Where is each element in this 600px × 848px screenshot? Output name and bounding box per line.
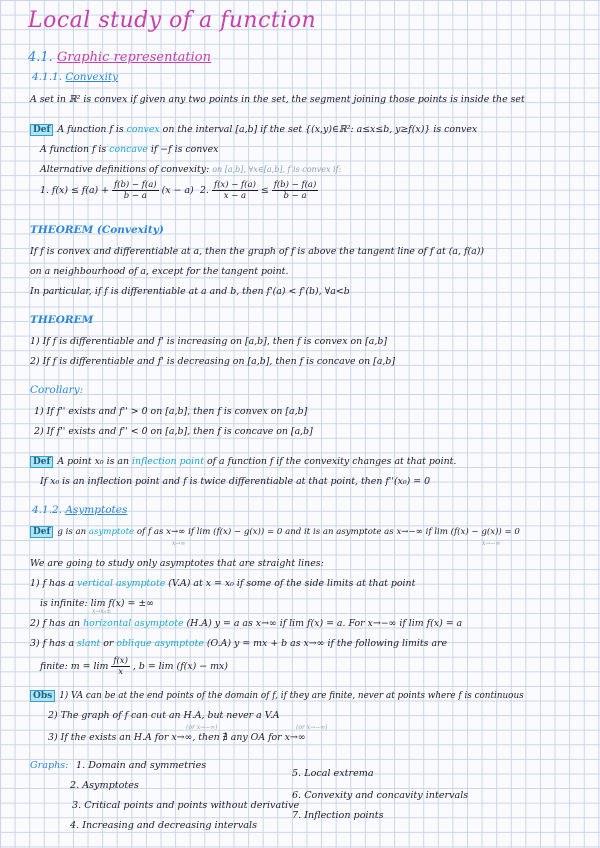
section-name: Convexity [65, 71, 119, 83]
limit-subscript: x→−∞ [482, 540, 501, 547]
fraction [112, 180, 159, 201]
section-4-1-1 [32, 71, 118, 83]
alt-label: Alternative definitions of convexity: [40, 164, 210, 175]
numerator: f(b) − f(a) [114, 180, 157, 190]
theorem-heading: THEOREM [30, 314, 94, 326]
numerator: f(x) [113, 656, 128, 666]
observation-1 [30, 690, 524, 702]
section-name: Asymptotes [65, 504, 128, 516]
formula-part: (x − a) [161, 185, 194, 196]
obs-text: 1) VA can be at the end points of the domain of f, if they are finite, never at points where f is continuous [59, 691, 524, 701]
def-highlight: inflection point [132, 456, 204, 467]
straight-lines-note: We are going to study only asymptotes that are straight lines: [30, 558, 324, 569]
section-number: 4.1. [28, 50, 53, 65]
def-tag: Def [30, 124, 53, 136]
definition-asymptote [30, 526, 520, 538]
text: , b = lim (f(x) − mx) [132, 661, 228, 672]
section-4-1 [28, 50, 211, 65]
highlight: slant [77, 638, 101, 649]
corollary-heading: Corollary: [30, 384, 84, 396]
oblique-asymptote [30, 638, 447, 649]
graphs-item: 6. Convexity and concavity intervals [292, 790, 469, 801]
def-text: if −f is convex [147, 144, 219, 155]
theorem-line: 2) If f is differentiable and f' is decreasing on [a,b], then f is concave on [a,b] [30, 356, 396, 367]
graphs-item: 4. Increasing and decreasing intervals [70, 820, 258, 831]
text: (O.A) y = mx + b as x→∞ if the following limits are [203, 638, 448, 649]
numerator: f(b) − f(a) [273, 180, 317, 190]
def-highlight: concave [109, 144, 148, 155]
formula-part: 2. [200, 185, 209, 196]
graphs-item: 7. Inflection points [292, 810, 384, 821]
alt-condition: on [a,b], ∀x∈[a,b], f is convex if: [212, 165, 342, 174]
def-tag: Def [30, 456, 53, 468]
section-number: 4.1.1. [32, 71, 63, 83]
denominator: b − a [123, 191, 147, 201]
note-subscript: (or x→−∞) [186, 724, 218, 731]
section-name: Graphic representation [56, 50, 211, 65]
fraction [272, 180, 319, 201]
fraction [111, 656, 130, 677]
highlight: vertical asymptote [77, 578, 166, 589]
text: (V.A) at x = x₀ if some of the side limits at that point [165, 578, 416, 589]
denominator: x − a [223, 191, 247, 201]
alternative-definitions [40, 164, 341, 175]
theorem-convexity-line: on a neighbourhood of a, except for the tangent point. [30, 266, 289, 277]
text: (H.A) y = a as x→∞ if lim f(x) = a. For x→−∞ if lim f(x) = a [183, 618, 463, 629]
def-highlight: convex [126, 124, 160, 135]
def-text: A function f is [40, 144, 110, 155]
def-text: of f as x→∞ if lim (f(x) − g(x)) = 0 and it is an asymptote as x→−∞ if lim (f(x) − g(x)) = 0 [134, 527, 520, 537]
definition-convex [30, 124, 477, 136]
highlight: horizontal asymptote [83, 618, 184, 629]
definition-concave [40, 144, 218, 155]
text: finite: m = lim [40, 661, 109, 672]
graphs-heading: Graphs: [30, 760, 69, 771]
theorem-convexity-line: If f is convex and differentiable at a, then the graph of f is above the tangent line of f at (a, f(a)) [30, 246, 485, 257]
fraction [212, 180, 258, 201]
text: or [100, 638, 117, 649]
inflection-property: If x₀ is an inflection point and f is twice differentiable at that point, then f''(x₀) = 0 [40, 476, 431, 487]
observation-2: 2) The graph of f can cut an H.A, but never a V.A [48, 710, 280, 721]
denominator: b − a [283, 191, 307, 201]
text: 2) f has an [30, 618, 84, 629]
def-text: g is an [57, 527, 89, 537]
corollary-line: 2) If f'' exists and f'' < 0 on [a,b], then f is concave on [a,b] [34, 426, 313, 437]
denominator: x [118, 667, 124, 677]
numerator: f(x) − f(a) [213, 180, 256, 190]
section-4-1-2 [32, 504, 127, 516]
graphs-item: 1. Domain and symmetries [76, 760, 207, 771]
alt-definition-2 [200, 180, 318, 201]
def-text: A point x₀ is an [57, 456, 133, 467]
corollary-line: 1) If f'' exists and f'' > 0 on [a,b], then f is convex on [a,b] [34, 406, 308, 417]
vertical-asymptote-limit: is infinite: lim f(x) = ±∞ [40, 598, 154, 609]
text: 3) f has a [30, 638, 78, 649]
theorem-line: 1) If f is differentiable and f' is increasing on [a,b], then f is convex on [a,b] [30, 336, 388, 347]
limit-subscript: x→x₀± [92, 608, 112, 615]
graphs-item: 3. Critical points and points without derivative [72, 800, 300, 811]
limit-subscript: x→∞ [172, 540, 186, 547]
text: 1) f has a [30, 578, 78, 589]
def-tag: Def [30, 526, 53, 538]
theorem-convexity-heading: THEOREM (Convexity) [30, 224, 164, 236]
highlight: oblique asymptote [116, 638, 204, 649]
section-number: 4.1.2. [32, 504, 63, 516]
horizontal-asymptote [30, 618, 462, 629]
def-text: A function f is [57, 124, 127, 135]
formula-part: ≤ [260, 185, 269, 196]
obs-tag: Obs [30, 690, 55, 702]
note-subscript: (or x→−∞) [296, 724, 328, 731]
graphs-item: 5. Local extrema [292, 768, 374, 779]
page-title: Local study of a function [28, 8, 317, 33]
observation-3: 3) If the exists an H.A for x→∞, then ∄ any OA for x→∞ [48, 732, 306, 743]
convex-set-intro: A set in ℝ² is convex if given any two points in the set, the segment joining those points is inside the set [30, 94, 525, 105]
def-text: of a function f if the convexity changes at that point. [203, 456, 457, 467]
def-text: on the interval [a,b] if the set {(x,y)∈ℝ²: a≤x≤b, y≥f(x)} is convex [159, 124, 478, 135]
def-highlight: asymptote [88, 527, 135, 537]
definition-inflection [30, 456, 456, 468]
graphs-item: 2. Asymptotes [70, 780, 139, 791]
theorem-convexity-line: In particular, if f is differentiable at a and b, then f'(a) < f'(b), ∀a<b [30, 286, 350, 297]
formula-part: 1. f(x) ≤ f(a) + [40, 185, 110, 196]
alt-definition-1 [40, 180, 194, 201]
vertical-asymptote [30, 578, 415, 589]
oblique-asymptote-limits [40, 656, 228, 677]
